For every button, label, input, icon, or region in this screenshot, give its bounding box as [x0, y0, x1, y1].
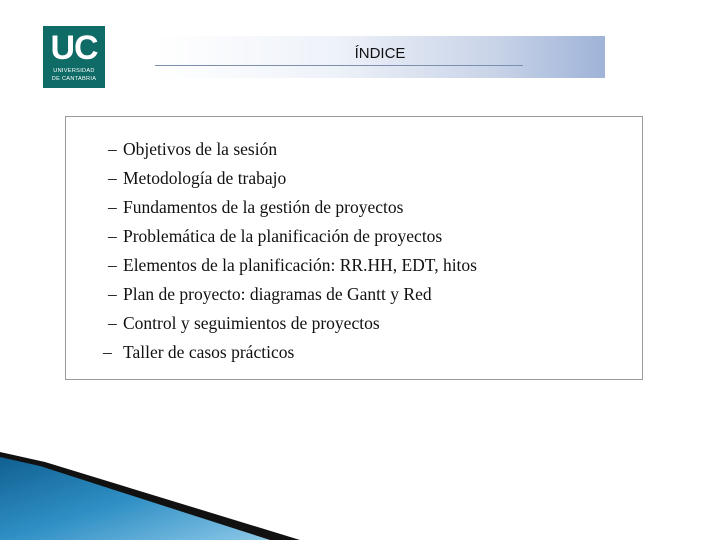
index-item-text: Control y seguimientos de proyectos — [123, 313, 380, 333]
bullet-dash: – — [108, 139, 117, 159]
bullet-dash: – — [108, 226, 117, 246]
logo-mark: UC — [50, 29, 98, 67]
bullet-dash: – — [108, 197, 117, 217]
decorative-swoosh — [0, 440, 380, 540]
blue-swoosh-shape — [0, 454, 270, 540]
logo-line-1: UNIVERSIDAD — [53, 68, 95, 74]
university-logo — [43, 26, 105, 88]
page-title: ÍNDICE — [354, 45, 406, 62]
index-item-text: Elementos de la planificación: RR.HH, EDT, hitos — [123, 255, 477, 275]
bullet-dash: – — [108, 168, 117, 188]
bullet-dash: – — [108, 255, 117, 275]
index-item-text: Problemática de la planificación de proyectos — [123, 226, 443, 246]
index-box — [65, 116, 643, 380]
index-item-text: Metodología de trabajo — [123, 168, 287, 188]
title-underline — [155, 65, 523, 66]
index-item-text: Plan de proyecto: diagramas de Gantt y Red — [123, 284, 432, 304]
index-item-text: Taller de casos prácticos — [123, 342, 295, 362]
bullet-dash: – — [103, 342, 112, 362]
bullet-dash: – — [108, 313, 117, 333]
bullet-dash: – — [108, 284, 117, 304]
index-item-text: Objetivos de la sesión — [123, 139, 278, 159]
title-bar — [155, 36, 605, 78]
index-item-text: Fundamentos de la gestión de proyectos — [123, 197, 404, 217]
logo-line-2: DE CANTABRIA — [51, 76, 97, 82]
